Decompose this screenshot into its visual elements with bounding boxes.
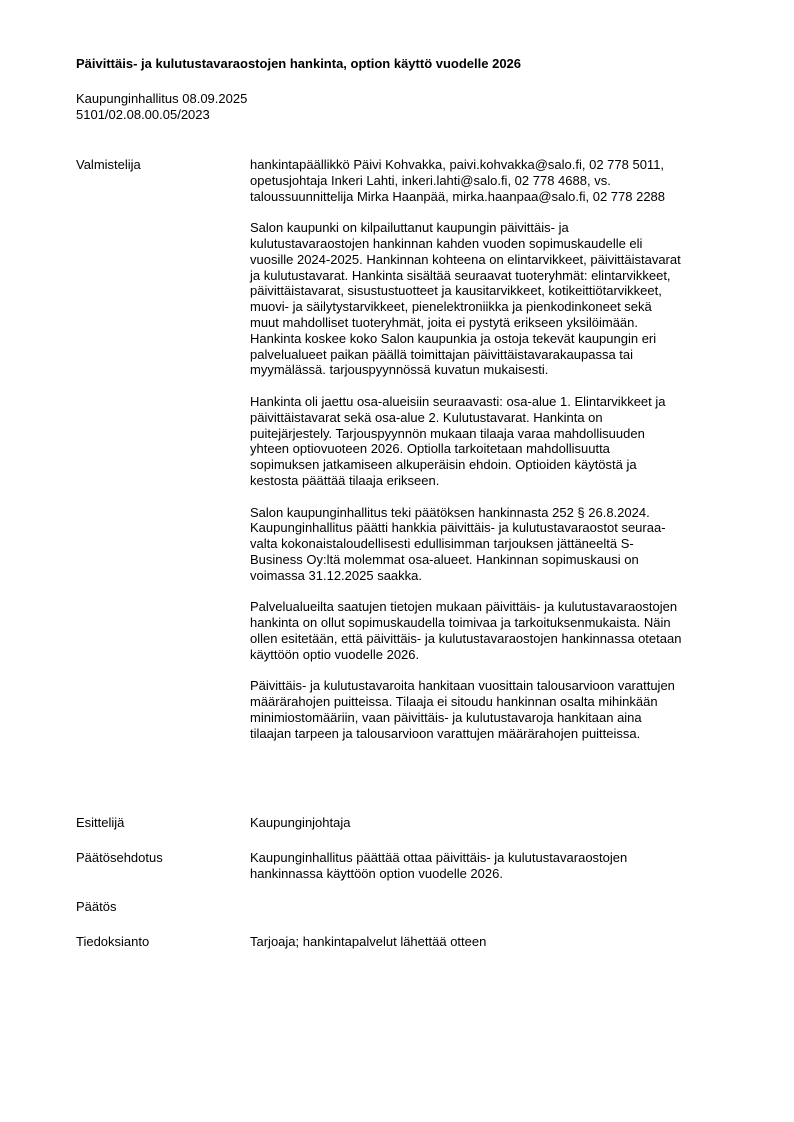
paatosehdotus-text (250, 850, 738, 882)
paragraph-line: hankinta on ollut sopimuskaudella toimivaa ja tarkoituksenmukaista. Näin (250, 615, 671, 631)
paragraph-line: myymälässä. tarjouspyynnössä kuvatun mukaisesti. (250, 362, 549, 378)
paragraph-line: hankintapäällikkö Päivi Kohvakka, paivi.kohvakka@salo.fi, 02 778 5011, (250, 157, 665, 172)
valmistelija-paragraph (250, 220, 738, 378)
paragraph-line: Hankinta koskee koko Salon kaupunkia ja ostoja tekevät kaupungin eri (250, 330, 657, 346)
paragraph-line: palvelualueet paikan päällä toimittajan päivittäistavarakaupassa tai (250, 346, 634, 362)
valmistelija-content (250, 157, 738, 741)
paatosehdotus-line: Kaupunginhallitus päättää ottaa päivittäis- ja kulutustavaraostojen (250, 850, 628, 865)
esittelija-value: Kaupunginjohtaja (250, 815, 351, 830)
valmistelija-paragraph (250, 678, 738, 741)
valmistelija-paragraph (250, 394, 738, 489)
paragraph-line: kulutustavaraostojen hankinnan kahden vuoden sopimuskaudelle eli (250, 235, 643, 251)
valmistelija-paragraph (250, 505, 738, 584)
document-title: Päivittäis- ja kulutustavaraostojen hankinta, option käyttö vuodelle 2026 (76, 56, 522, 71)
paragraph-line: Hankinta oli jaettu osa-alueisiin seuraavasti: osa-alue 1. Elintarvikkeet ja (250, 393, 666, 409)
paragraph-line: päivittäistavarat sekä osa-alue 2. Kulutustavarat. Hankinta on (250, 409, 603, 425)
paragraph-line: minimiostomääriin, vaan päivittäis- ja kulutustavaroja hankitaan aina (250, 709, 642, 725)
paragraph-line: määrärahojen puitteissa. Tilaaja ei sitoudu hankinnan osalta mihinkään (250, 694, 658, 710)
valmistelija-paragraph (250, 157, 738, 204)
paragraph-line: Päivittäis- ja kulutustavaroita hankitaan vuosittain talousarvioon varattujen (250, 678, 675, 694)
paragraph-line: Salon kaupunginhallitus teki päätöksen hankinnasta 252 § 26.8.2024. (250, 504, 650, 520)
paragraph-line: tilaajan tarpeen ja talousarvioon varattujen määrärahojen puitteissa. (250, 725, 641, 741)
paragraph-line: voimassa 31.12.2025 saakka. (250, 567, 422, 583)
label-tiedoksianto: Tiedoksianto (76, 934, 150, 949)
paragraph-line: ja kulutustavarat. Hankinta sisältää seuraavat tuoteryhmät: elintarvikkeet, (250, 267, 671, 283)
label-esittelija: Esittelijä (76, 815, 125, 830)
meeting-date: Kaupunginhallitus 08.09.2025 (76, 91, 248, 106)
record-id: 5101/02.08.00.05/2023 (76, 106, 210, 122)
label-paatos: Päätös (76, 899, 117, 914)
paragraph-line: päivittäistavarat, sisustustuotteet ja kausitarvikkeet, kotikeittiötarvikkeet, (250, 283, 662, 299)
paragraph-line: sopimuksen jatkamiseen alkuperäisin ehdoin. Optioiden käytöstä ja (250, 457, 637, 473)
paatosehdotus-line: hankinnassa käyttöön option vuodelle 2026. (250, 865, 503, 881)
paragraph-line: taloussuunnittelija Mirka Haanpää, mirka.haanpaa@salo.fi, 02 778 2288 (250, 188, 666, 204)
paragraph-line: opetusjohtaja Inkeri Lahti, inkeri.lahti@salo.fi, 02 778 4688, vs. (250, 172, 611, 188)
tiedoksianto-value: Tarjoaja; hankintapalvelut lähettää otteen (250, 934, 487, 949)
paragraph-line: käyttöön optio vuodelle 2026. (250, 646, 420, 662)
paragraph-line: puitejärjestely. Tarjouspyynnön mukaan tilaaja varaa mahdollisuuden (250, 425, 645, 441)
document-meta (76, 91, 476, 123)
paragraph-line: vuosille 2024-2025. Hankinnan kohteena on elintarvikkeet, päivittäistavarat (250, 251, 681, 267)
paragraph-line: Salon kaupunki on kilpailuttanut kaupungin päivittäis- ja (250, 220, 569, 236)
valmistelija-paragraph (250, 599, 738, 662)
paragraph-line: muut mahdolliset tuoteryhmät, joita ei pystytä erikseen yksilöimään. (250, 314, 639, 330)
paragraph-line: ollen esitetään, että päivittäis- ja kulutustavaraostojen hankinnassa otetaan (250, 630, 682, 646)
paragraph-line: Kaupunginhallitus päätti hankkia päivittäis- ja kulutustavaraostot seuraa- (250, 520, 666, 536)
paragraph-line: Business Oy:ltä molemmat osa-alueet. Hankinnan sopimuskausi on (250, 551, 639, 567)
paragraph-line: kestosta päättää tilaaja erikseen. (250, 472, 440, 488)
label-paatosehdotus: Päätösehdotus (76, 850, 163, 865)
paragraph-line: muovi- ja säilytystarvikkeet, pienelektroniikka ja pienkodinkoneet sekä (250, 299, 652, 315)
paragraph-line: yhteen optiovuoteen 2026. Optiolla tarkoitetaan mahdollisuutta (250, 441, 610, 457)
paragraph-line: valta kokonaistaloudellisesti edullisimman tarjouksen jättäneeltä S- (250, 536, 634, 552)
paragraph-line: Palvelualueilta saatujen tietojen mukaan päivittäis- ja kulutustavaraostojen (250, 599, 678, 615)
label-valmistelija: Valmistelija (76, 157, 141, 172)
